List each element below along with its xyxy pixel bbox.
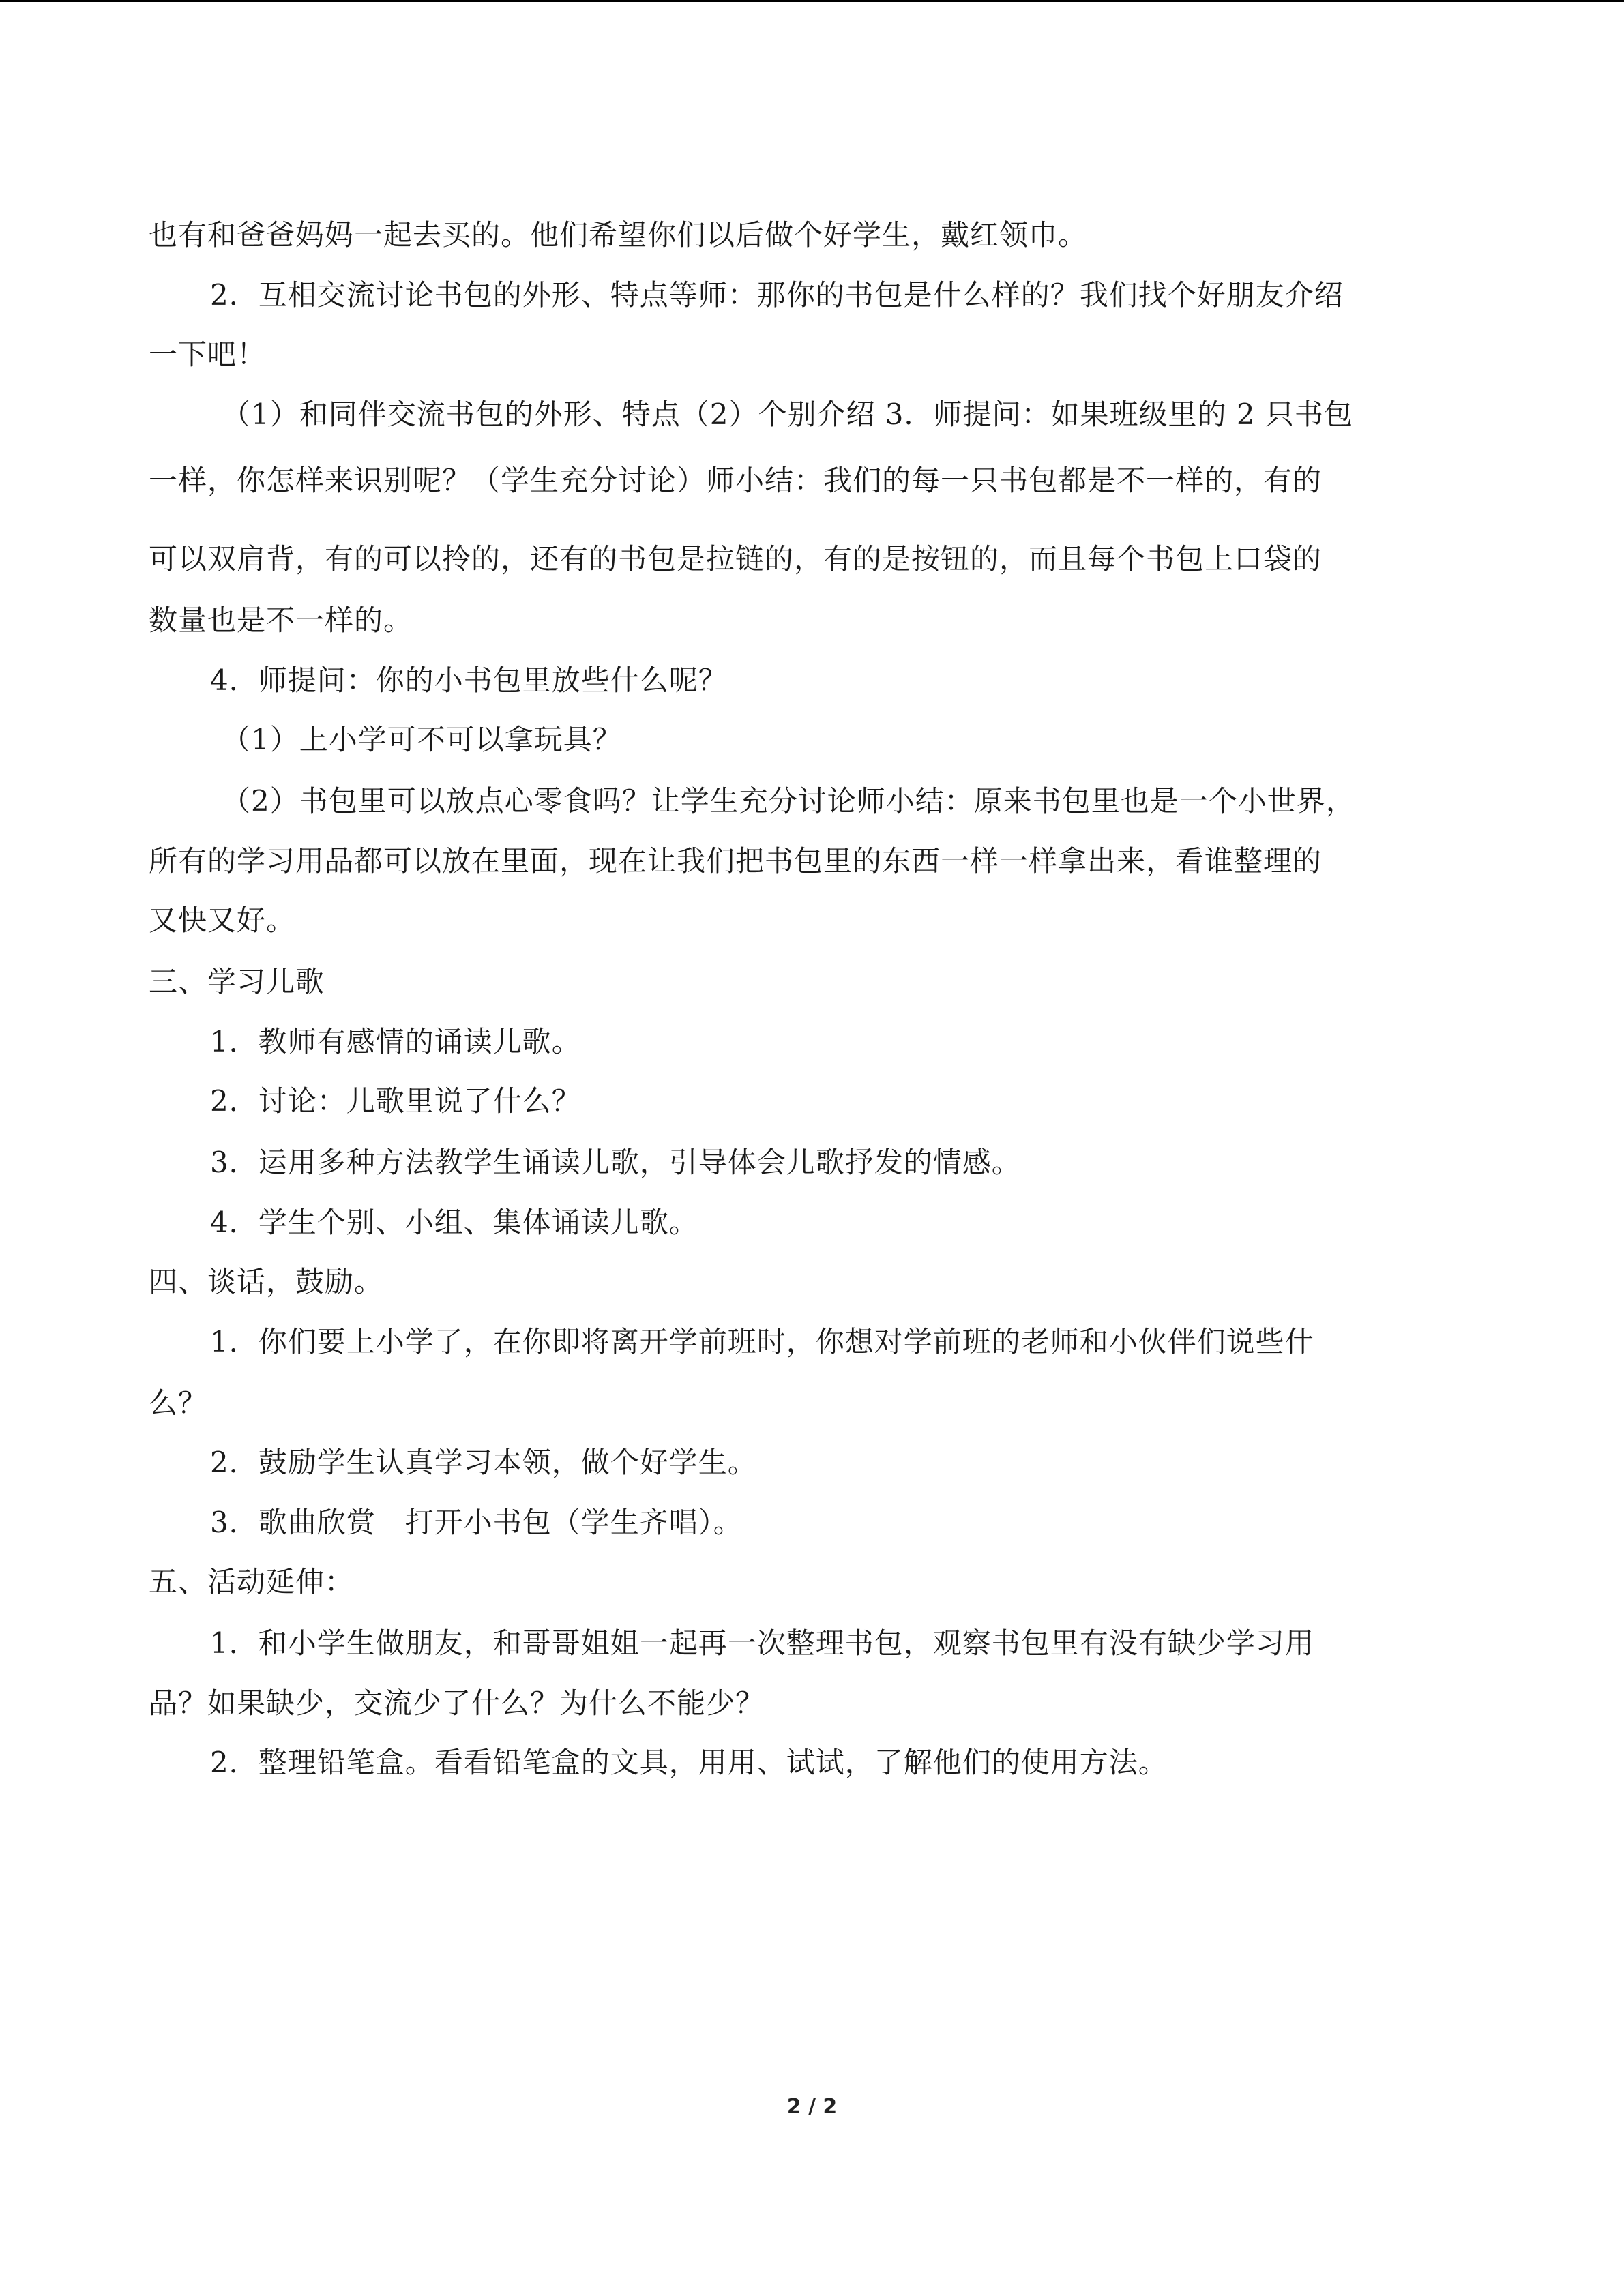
text-line-item-4-sub-2: （2）书包里可以放点心零食吗？让学生充分讨论师小结：原来书包里也是一个小世界， [222,784,1355,818]
text-line-item-3-cont-b: 可以双肩背，有的可以拎的，还有的书包是拉链的，有的是按钮的，而且每个书包上口袋的 [149,542,1323,576]
text-line-item-4-sub-2-cont-a: 所有的学习用品都可以放在里面，现在让我们把书包里的东西一样一样拿出来，看谁整理的 [149,844,1323,878]
page-number: 2 / 2 [786,2095,838,2119]
text-line-s3-item-2: 2．讨论：儿歌里说了什么？ [210,1084,581,1118]
text-line-item-4-sub-2-cont-b: 又快又好。 [149,904,296,937]
section-heading-5: 五、活动延伸： [149,1565,355,1598]
text-line-s3-item-4: 4．学生个别、小组、集体诵读儿歌。 [210,1206,698,1239]
text-line-s4-item-2: 2．鼓励学生认真学习本领，做个好学生。 [210,1446,757,1479]
text-line-item-2: 2．互相交流讨论书包的外形、特点等师：那你的书包是什么样的？我们找个好朋友介绍 [210,278,1344,312]
text-line-sub-1-2-3: （1）和同伴交流书包的外形、特点（2）个别介绍 3．师提问：如果班级里的 2 只书包 [222,398,1353,431]
text-line-s4-item-1-cont: 么？ [149,1386,208,1420]
text-line-s5-item-1: 1．和小学生做朋友，和哥哥姐姐一起再一次整理书包，观察书包里有没有缺少学习用 [210,1626,1314,1660]
text-line-s5-item-2: 2．整理铅笔盒。看看铅笔盒的文具，用用、试试，了解他们的使用方法。 [210,1746,1168,1779]
text-line-item-4-sub-1: （1）上小学可不可以拿玩具？ [222,723,622,756]
text-line-item-3-cont-c: 数量也是不一样的。 [149,603,413,637]
text-line-s3-item-3: 3．运用多种方法教学生诵读儿歌，引导体会儿歌抒发的情感。 [210,1146,1021,1179]
text-line-item-4: 4．师提问：你的小书包里放些什么呢？ [210,664,728,697]
section-heading-3: 三、学习儿歌 [149,965,325,998]
section-heading-4: 四、谈话，鼓励。 [149,1265,384,1298]
text-line-s5-item-1-cont: 品？如果缺少，交流少了什么？为什么不能少？ [149,1686,765,1720]
text-line-s3-item-1: 1．教师有感情的诵读儿歌。 [210,1025,581,1058]
text-line-item-3-cont-a: 一样，你怎样来识别呢？（学生充分讨论）师小结：我们的每一只书包都是不一样的，有的 [149,464,1323,497]
text-line-item-2-cont: 一下吧！ [149,338,267,371]
text-line-s4-item-1: 1．你们要上小学了，在你即将离开学前班时，你想对学前班的老师和小伙伴们说些什 [210,1325,1314,1358]
text-line-continuation: 也有和爸爸妈妈一起去买的。他们希望你们以后做个好学生，戴红领巾。 [149,218,1088,252]
text-line-s4-item-3: 3．歌曲欣赏 打开小书包（学生齐唱）。 [210,1506,743,1539]
